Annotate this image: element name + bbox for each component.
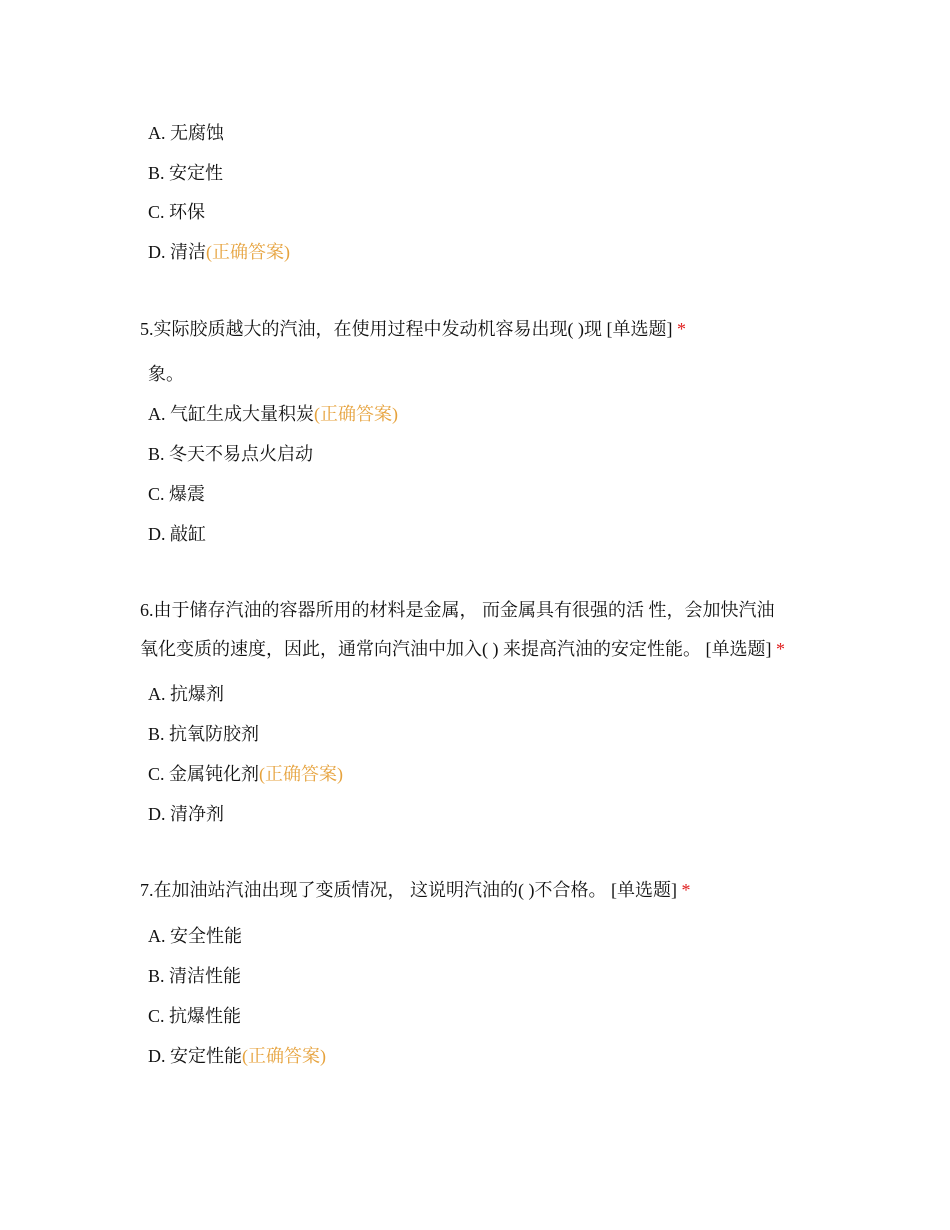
q4-option-b: B. 安定性: [148, 163, 224, 183]
q7-title-text: 7.在加油站汽油出现了变质情况， 这说明汽油的( )不合格。: [140, 880, 607, 900]
q4-option-d: D. 清洁(正确答案): [148, 242, 290, 262]
q5-required-mark: *: [677, 319, 686, 339]
correct-answer-mark: (正确答案): [242, 1046, 326, 1066]
correct-answer-mark: (正确答案): [206, 242, 290, 262]
q7-required-mark: *: [681, 880, 691, 900]
q6-option-a: A. 抗爆剂: [148, 684, 224, 704]
correct-answer-mark: (正确答案): [259, 764, 344, 784]
q5-option-d: D. 敲缸: [148, 524, 206, 544]
q6-required-mark: *: [776, 639, 785, 659]
q4-option-a: A. 无腐蚀: [148, 123, 224, 143]
q5-title: [140, 315, 686, 343]
q6-option-d: D. 清净剂: [148, 804, 224, 824]
q6-type-tag: [单选题]: [705, 639, 772, 659]
q5-title-text: 5.实际胶质越大的汽油，在使用过程中发动机容易出现( )现: [140, 319, 602, 339]
q7-option-d: D. 安定性能(正确答案): [148, 1046, 326, 1066]
q4-option-c: C. 环保: [148, 202, 206, 222]
q5-option-c: C. 爆震: [148, 484, 206, 504]
q7-option-b: B. 清洁性能: [148, 966, 242, 986]
q5-option-a: A. 气缸生成大量积炭(正确答案): [148, 404, 398, 424]
q6-option-c: C. 金属钝化剂(正确答案): [148, 764, 344, 784]
q5-title-continuation: 象。: [148, 364, 184, 384]
q7-option-c: C. 抗爆性能: [148, 1006, 242, 1026]
q6-option-b: B. 抗氧防胶剂: [148, 724, 260, 744]
q6-title-text: 氧化变质的速度，因此，通常向汽油中加入( ) 来提高汽油的安定性能。: [140, 639, 701, 659]
correct-answer-mark: (正确答案): [314, 404, 398, 424]
q7-type-tag: [单选题]: [611, 880, 677, 900]
q6-title-line1: 6.由于储存汽油的容器所用的材料是金属， 而金属具有很强的活 性，会加快汽油: [140, 600, 775, 620]
q7-option-a: A. 安全性能: [148, 926, 242, 946]
q6-title-line2: [140, 635, 785, 663]
q5-type-tag: [单选题]: [606, 319, 673, 339]
q7-title: [140, 876, 691, 904]
q5-option-b: B. 冬天不易点火启动: [148, 444, 314, 464]
